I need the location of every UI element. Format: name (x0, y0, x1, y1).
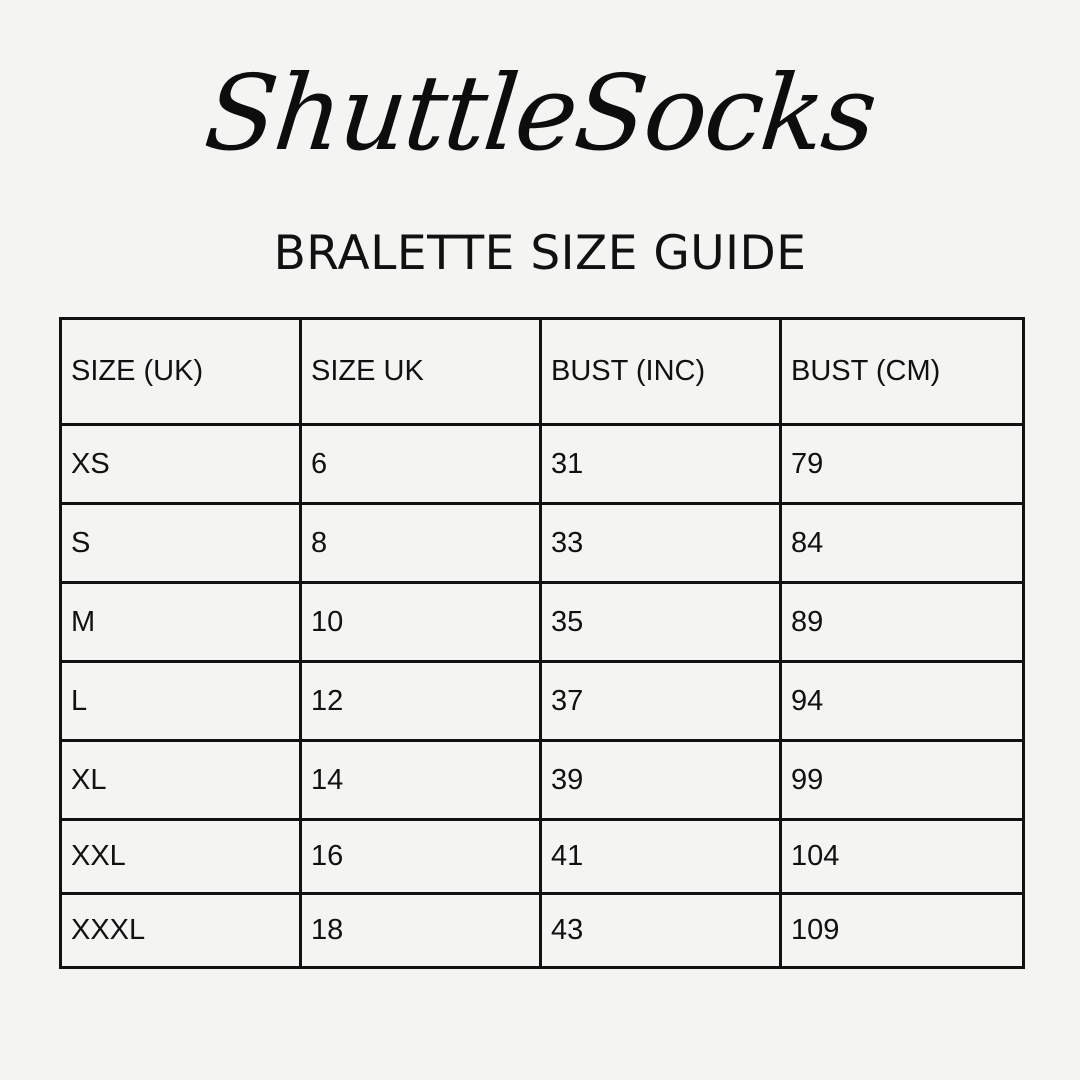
header-cell-size-uk-number: SIZE UK (301, 319, 541, 425)
header-cell-size-uk-letter: SIZE (UK) (61, 319, 301, 425)
header-cell-bust-cm: BUST (CM) (781, 319, 1024, 425)
table-cell: 84 (781, 504, 1024, 583)
table-cell: 35 (541, 583, 781, 662)
table-cell: 89 (781, 583, 1024, 662)
table-cell: XS (61, 425, 301, 504)
table-cell: 41 (541, 820, 781, 894)
table-cell: L (61, 662, 301, 741)
table-row (61, 741, 1024, 820)
table-cell: 109 (781, 894, 1024, 968)
table-row (61, 583, 1024, 662)
table-cell: M (61, 583, 301, 662)
table-cell: 37 (541, 662, 781, 741)
table-row (61, 425, 1024, 504)
table-cell: 99 (781, 741, 1024, 820)
table-cell: 31 (541, 425, 781, 504)
table-cell: 39 (541, 741, 781, 820)
page-title: BRALETTE SIZE GUIDE (273, 226, 807, 281)
table-cell: 33 (541, 504, 781, 583)
table-cell: 79 (781, 425, 1024, 504)
table-row (61, 662, 1024, 741)
table-cell: 10 (301, 583, 541, 662)
table-cell: S (61, 504, 301, 583)
table-cell: 6 (301, 425, 541, 504)
table-cell: 18 (301, 894, 541, 968)
table-cell: 16 (301, 820, 541, 894)
brand-logo-text: ShuttleSocks (199, 52, 881, 174)
table-row (61, 820, 1024, 894)
table-cell: 94 (781, 662, 1024, 741)
table-cell: 8 (301, 504, 541, 583)
table-row (61, 894, 1024, 968)
table-cell: XXL (61, 820, 301, 894)
table-cell: 43 (541, 894, 781, 968)
header-cell-bust-inches: BUST (INC) (541, 319, 781, 425)
table-row (61, 504, 1024, 583)
brand-logo (0, 38, 1080, 188)
table-cell: XXXL (61, 894, 301, 968)
table-header-row (61, 319, 1024, 425)
size-guide-table (59, 317, 1025, 969)
table-cell: 14 (301, 741, 541, 820)
table-cell: XL (61, 741, 301, 820)
table-cell: 12 (301, 662, 541, 741)
table-cell: 104 (781, 820, 1024, 894)
